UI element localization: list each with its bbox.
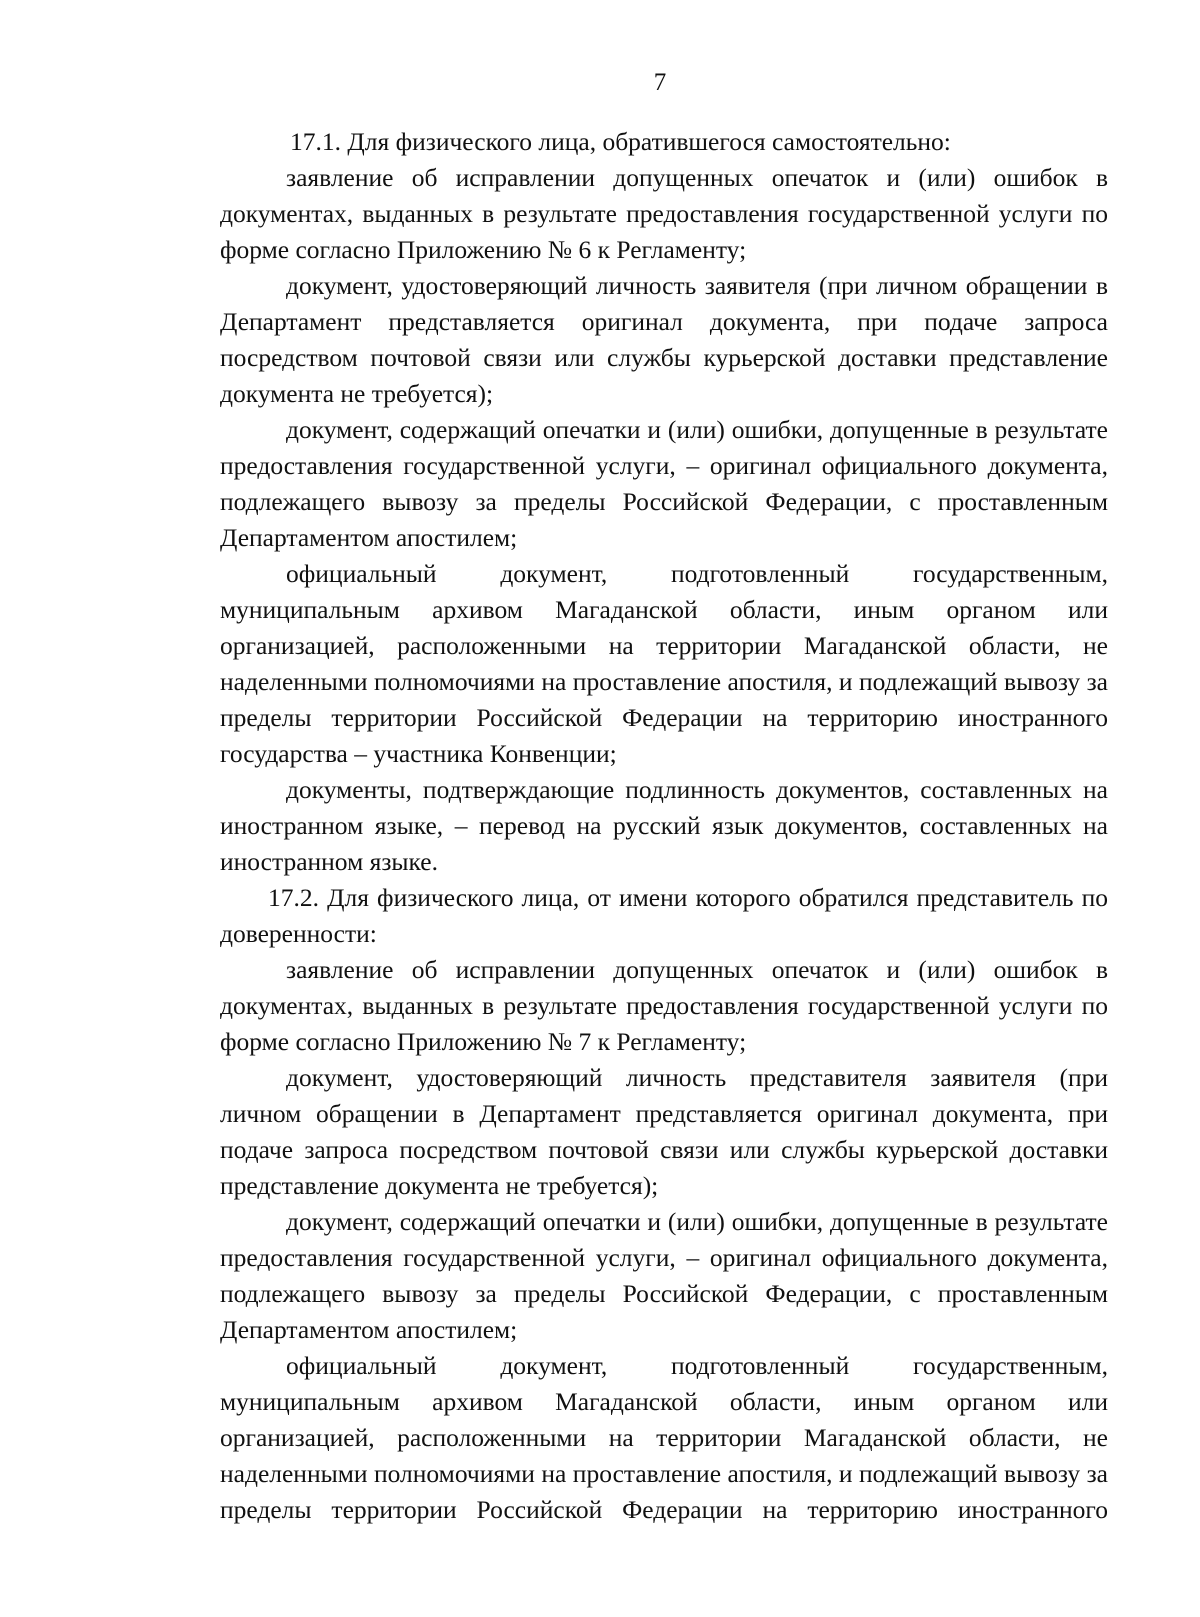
section-17-1-item: официальный документ, подготовленный государственным, муниципальным архивом Магаданской области, иным органом или организацией, расположенными на территории Магаданской области, не наделенными полномочиями на проставление апостиля, и подлежащий вывозу за пределы территории Российской Федерации на территорию иностранного государства – участника Конвенции;: [220, 559, 1108, 768]
section-17-2-item: официальный документ, подготовленный государственным, муниципальным архивом Магаданской области, иным органом или организацией, расположенными на территории Магаданской области, не наделенными полномочиями на проставление апостиля, и подлежащий вывозу за пределы территории Российской Федерации на территорию иностранного: [220, 1351, 1108, 1524]
section-17-1-item: документ, содержащий опечатки и (или) ошибки, допущенные в результате предоставления государственной услуги, – оригинал официального документа, подлежащего вывозу за пределы Российской Федерации, с проставленным Департаментом апостилем;: [220, 415, 1108, 552]
section-17-2-item: документ, содержащий опечатки и (или) ошибки, допущенные в результате предоставления государственной услуги, – оригинал официального документа, подлежащего вывозу за пределы Российской Федерации, с проставленным Департаментом апостилем;: [220, 1207, 1108, 1344]
section-17-1-item: документы, подтверждающие подлинность документов, составленных на иностранном языке, – перевод на русский язык документов, составленных на иностранном языке.: [220, 775, 1108, 876]
document-body: [220, 124, 1108, 1528]
section-17-2-item: документ, удостоверяющий личность представителя заявителя (при личном обращении в Департамент представляется оригинал документа, при подаче запроса посредством почтовой связи или службы курьерской доставки представление документа не требуется);: [220, 1063, 1108, 1200]
page-number: 7: [653, 69, 667, 96]
section-17-1-heading: 17.1. Для физического лица, обратившегося самостоятельно:: [290, 127, 951, 156]
section-17-2-item: заявление об исправлении допущенных опечаток и (или) ошибок в документах, выданных в результате предоставления государственной услуги по форме согласно Приложению № 7 к Регламенту;: [220, 955, 1108, 1056]
section-17-1-item: заявление об исправлении допущенных опечаток и (или) ошибок в документах, выданных в результате предоставления государственной услуги по форме согласно Приложению № 6 к Регламенту;: [220, 163, 1108, 264]
section-17-1-item: документ, удостоверяющий личность заявителя (при личном обращении в Департамент представляется оригинал документа, при подаче запроса посредством почтовой связи или службы курьерской доставки представление документа не требуется);: [220, 271, 1108, 408]
section-17-2-heading: 17.2. Для физического лица, от имени которого обратился представитель по доверенности:: [220, 883, 1108, 948]
